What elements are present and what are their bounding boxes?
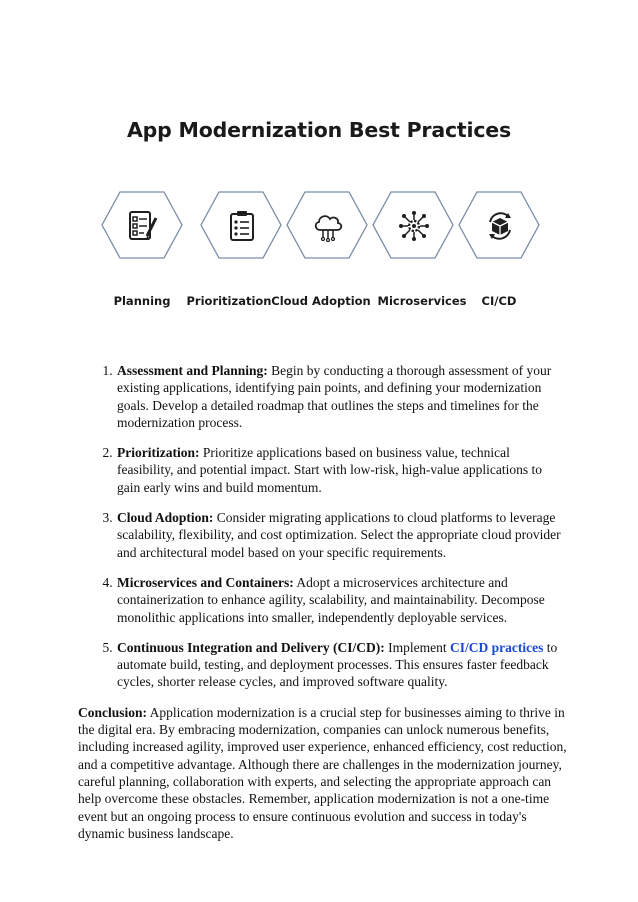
- item-text-after: to automate build, testing, and deployment processes. This ensures faster feedback cycles, shorter release cycles, and improved software quality.: [117, 639, 558, 690]
- list-item: [116, 509, 568, 561]
- list-item: [116, 574, 568, 626]
- item-text: Begin by conducting a thorough assessment of your existing applications, identifying pain points, and defining your modernization goals. Develop a detailed roadmap that outlines the steps and timelines for the modernization process.: [117, 363, 552, 430]
- conclusion-paragraph: [78, 704, 568, 842]
- best-practices-list: [78, 362, 568, 691]
- infographic: [0, 0, 638, 340]
- step-label-ci-cd: CI/CD: [481, 294, 517, 308]
- item-heading: Prioritization:: [117, 445, 200, 461]
- list-item: [116, 639, 568, 691]
- item-heading: Continuous Integration and Delivery (CI/CD):: [117, 639, 385, 655]
- item-text: Consider migrating applications to cloud platforms to leverage scalability, flexibility, and cost optimization. Select the appropriate cloud provider and architectural model based on your specific requirements.: [117, 510, 561, 560]
- list-item: [116, 444, 568, 496]
- conclusion-text: Application modernization is a crucial step for businesses aiming to thrive in the digital era. By embracing modernization, companies can unlock numerous benefits, including increased agility, improved user experience, enhanced efficiency, cost reduction, and a competitive advantage. Although there are challenges in the modernization journey, careful planning, collaboration with experts, and selecting the appropriate approach can help overcome these obstacles. Remember, application modernization is not a one-time event but an ongoing process to ensure continuous evolution and success in today's dynamic business landscape.: [78, 704, 567, 841]
- step-label-microservices: Microservices: [377, 294, 467, 308]
- item-heading: Cloud Adoption:: [117, 510, 214, 526]
- item-text: Prioritize applications based on business value, technical feasibility, and potential impact. Start with low-risk, high-value applications to gain early wins and build momentum.: [117, 445, 543, 495]
- cloud-circuit-icon: [312, 210, 344, 242]
- step-label-planning: Planning: [113, 294, 171, 308]
- item-text-before: Implement: [388, 639, 447, 655]
- ci-cd-practices-link[interactable]: CI/CD practices: [450, 639, 544, 655]
- clipboard-list-icon: [226, 210, 258, 242]
- item-heading: Assessment and Planning:: [117, 363, 268, 378]
- item-text: Adopt a microservices architecture and containerization to enhance agility, scalability, and maintainability. Decompose monolithic applications into smaller, independently deployable services.: [117, 574, 545, 625]
- conclusion-heading: Conclusion:: [78, 704, 148, 720]
- step-label-prioritization: Prioritization: [186, 294, 272, 308]
- checklist-pen-icon: [127, 210, 159, 242]
- item-heading: Microservices and Containers:: [117, 574, 294, 590]
- network-gear-icon: [398, 210, 430, 242]
- step-microservices: [371, 190, 455, 260]
- step-planning: [100, 190, 184, 260]
- step-ci-cd: [457, 190, 541, 260]
- step-cloud-adoption: [285, 190, 369, 260]
- step-prioritization: [199, 190, 283, 260]
- infographic-title: App Modernization Best Practices: [126, 118, 512, 142]
- article-body: [78, 362, 568, 842]
- list-item: [116, 362, 568, 431]
- step-label-cloud-adoption: Cloud Adoption: [271, 294, 371, 308]
- cube-cycle-icon: [484, 210, 516, 242]
